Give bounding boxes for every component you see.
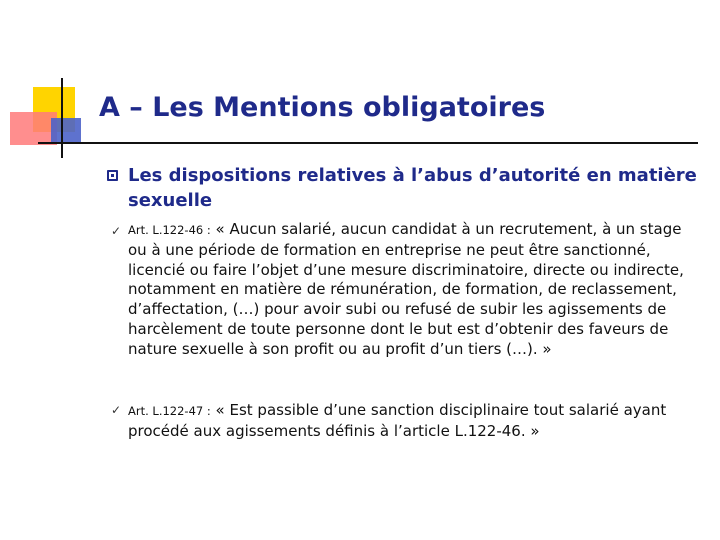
article-ref: Art. L.122-46 : <box>128 223 211 237</box>
square-bullet-icon <box>107 170 118 181</box>
decor-red-square <box>10 112 57 145</box>
article-item <box>128 220 698 360</box>
section-heading: Les dispositions relatives à l’abus d’autorité en matière sexuelle <box>128 165 697 211</box>
checkmark-icon: ✓ <box>111 403 122 417</box>
slide-title: A – Les Mentions obligatoires <box>99 92 546 123</box>
article-item <box>128 401 698 442</box>
article-text: « Est passible d’une sanction disciplinaire tout salarié ayant procédé aux agissements définis à l’article L.122-46. » <box>128 401 667 440</box>
decor-blue-square <box>51 118 81 144</box>
article-ref: Art. L.122-47 : <box>128 404 211 418</box>
checkmark-icon: ✓ <box>111 224 122 238</box>
title-underline <box>38 142 698 144</box>
article-text: « Aucun salarié, aucun candidat à un recrutement, à un stage ou à une période de formation en entreprise ne peut être sanctionné, licencié ou faire l’objet d’une mesure discriminatoire, directe ou indirecte, notamment en matière de rémunération, de formation, de reclassement, d’affectation, (…) pour avoir subi ou refusé de subir les agissements de harcèlement de toute personne dont le but est d’obtenir des faveurs de nature sexuelle à son profit ou au profit d’un tiers (…). » <box>128 220 684 358</box>
decor-vertical-line <box>61 78 63 158</box>
